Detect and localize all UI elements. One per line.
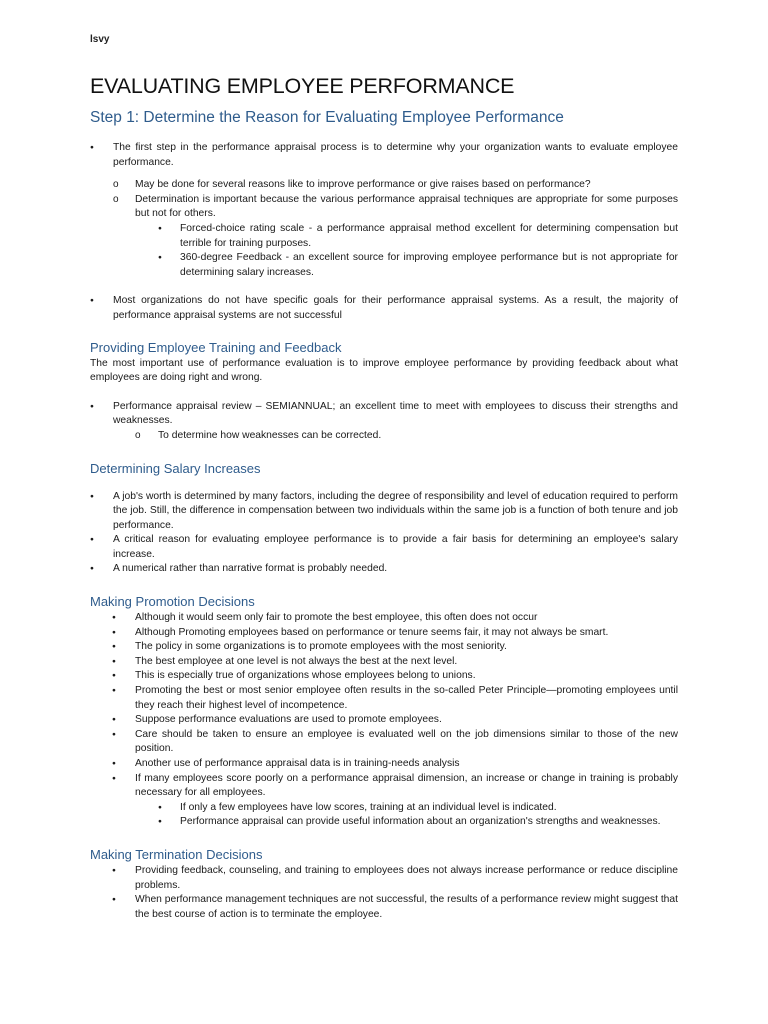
step1-list (90, 141, 678, 170)
step1-sublist (90, 178, 678, 222)
promotion-list (90, 611, 678, 801)
training-heading: Providing Employee Training and Feedback (90, 339, 342, 355)
termination-heading: Making Termination Decisions (90, 846, 263, 862)
list-item: ● Promoting the best or most senior employee often results in the so-called Peter Principle—promoting employees until they reach their highest level of incompetence. (90, 684, 678, 713)
training-intro: The most important use of performance evaluation is to improve employee performance by providing feedback about what employees are doing right and wrong. (90, 357, 678, 384)
list-item: ● Performance appraisal can provide useful information about an organization's strengths and weaknesses. (90, 815, 678, 830)
list-item: ● 360-degree Feedback - an excellent source for improving employee performance but is not appropriate for determining salary increases. (90, 251, 678, 280)
step1-list-2 (90, 294, 678, 323)
step1-subsublist (90, 222, 678, 280)
list-item: ● The best employee at one level is not always the best at the next level. (90, 655, 678, 670)
list-item: ● Suppose performance evaluations are used to promote employees. (90, 713, 678, 728)
termination-list (90, 864, 678, 922)
list-item: ● Performance appraisal review – SEMIANNUAL; an excellent time to meet with employees to discuss their strengths and weaknesses. (90, 400, 678, 429)
list-item: ● Although it would seem only fair to promote the best employee, this often does not occur (90, 611, 678, 626)
promotion-sublist (90, 801, 678, 830)
list-item: ● When performance management techniques are not successful, the results of a performance review might suggest that the best course of action is to terminate the employee. (90, 893, 678, 922)
list-item: o Determination is important because the various performance appraisal techniques are appropriate for some purposes but not for others. (90, 193, 678, 222)
list-item: ● If only a few employees have low scores, training at an individual level is indicated. (90, 801, 678, 816)
list-item: ● A numerical rather than narrative format is probably needed. (90, 562, 678, 577)
list-item: ● Most organizations do not have specific goals for their performance appraisal systems. As a result, the majority of performance appraisal systems are not successful (90, 294, 678, 323)
step1-heading: Step 1: Determine the Reason for Evaluating Employee Performance (90, 109, 564, 126)
header-note: lsvy (90, 34, 110, 45)
list-item: ● Forced-choice rating scale - a performance appraisal method excellent for determining compensation but terrible for training purposes. (90, 222, 678, 251)
list-item: ● Another use of performance appraisal data is in training-needs analysis (90, 757, 678, 772)
list-item: o To determine how weaknesses can be corrected. (90, 429, 678, 444)
list-item: ● A job's worth is determined by many factors, including the degree of responsibility and level of education required to perform the job. Still, the difference in compensation between two individuals within the same job is a function of both tenure and job performance. (90, 490, 678, 534)
list-item: ● Providing feedback, counseling, and training to employees does not always increase performance or reduce discipline problems. (90, 864, 678, 893)
list-item: ● The first step in the performance appraisal process is to determine why your organization wants to evaluate employee performance. (90, 141, 678, 170)
training-list (90, 400, 678, 429)
salary-list (90, 490, 678, 578)
list-item: ● Although Promoting employees based on performance or tenure seems fair, it may not always be smart. (90, 626, 678, 641)
list-item: ● Care should be taken to ensure an employee is evaluated well on the job dimensions similar to those of the new position. (90, 728, 678, 757)
salary-heading: Determining Salary Increases (90, 460, 261, 476)
document-title: EVALUATING EMPLOYEE PERFORMANCE (90, 74, 515, 98)
list-item: ● This is especially true of organizations whose employees belong to unions. (90, 669, 678, 684)
list-item: ● If many employees score poorly on a performance appraisal dimension, an increase or change in training is probably necessary for all employees. (90, 772, 678, 801)
list-item: o May be done for several reasons like to improve performance or give raises based on performance? (90, 178, 678, 193)
list-item: ● A critical reason for evaluating employee performance is to provide a fair basis for determining an employee's salary increase. (90, 533, 678, 562)
promotion-heading: Making Promotion Decisions (90, 594, 255, 610)
list-item: ● The policy in some organizations is to promote employees with the most seniority. (90, 640, 678, 655)
training-sublist (90, 429, 678, 444)
